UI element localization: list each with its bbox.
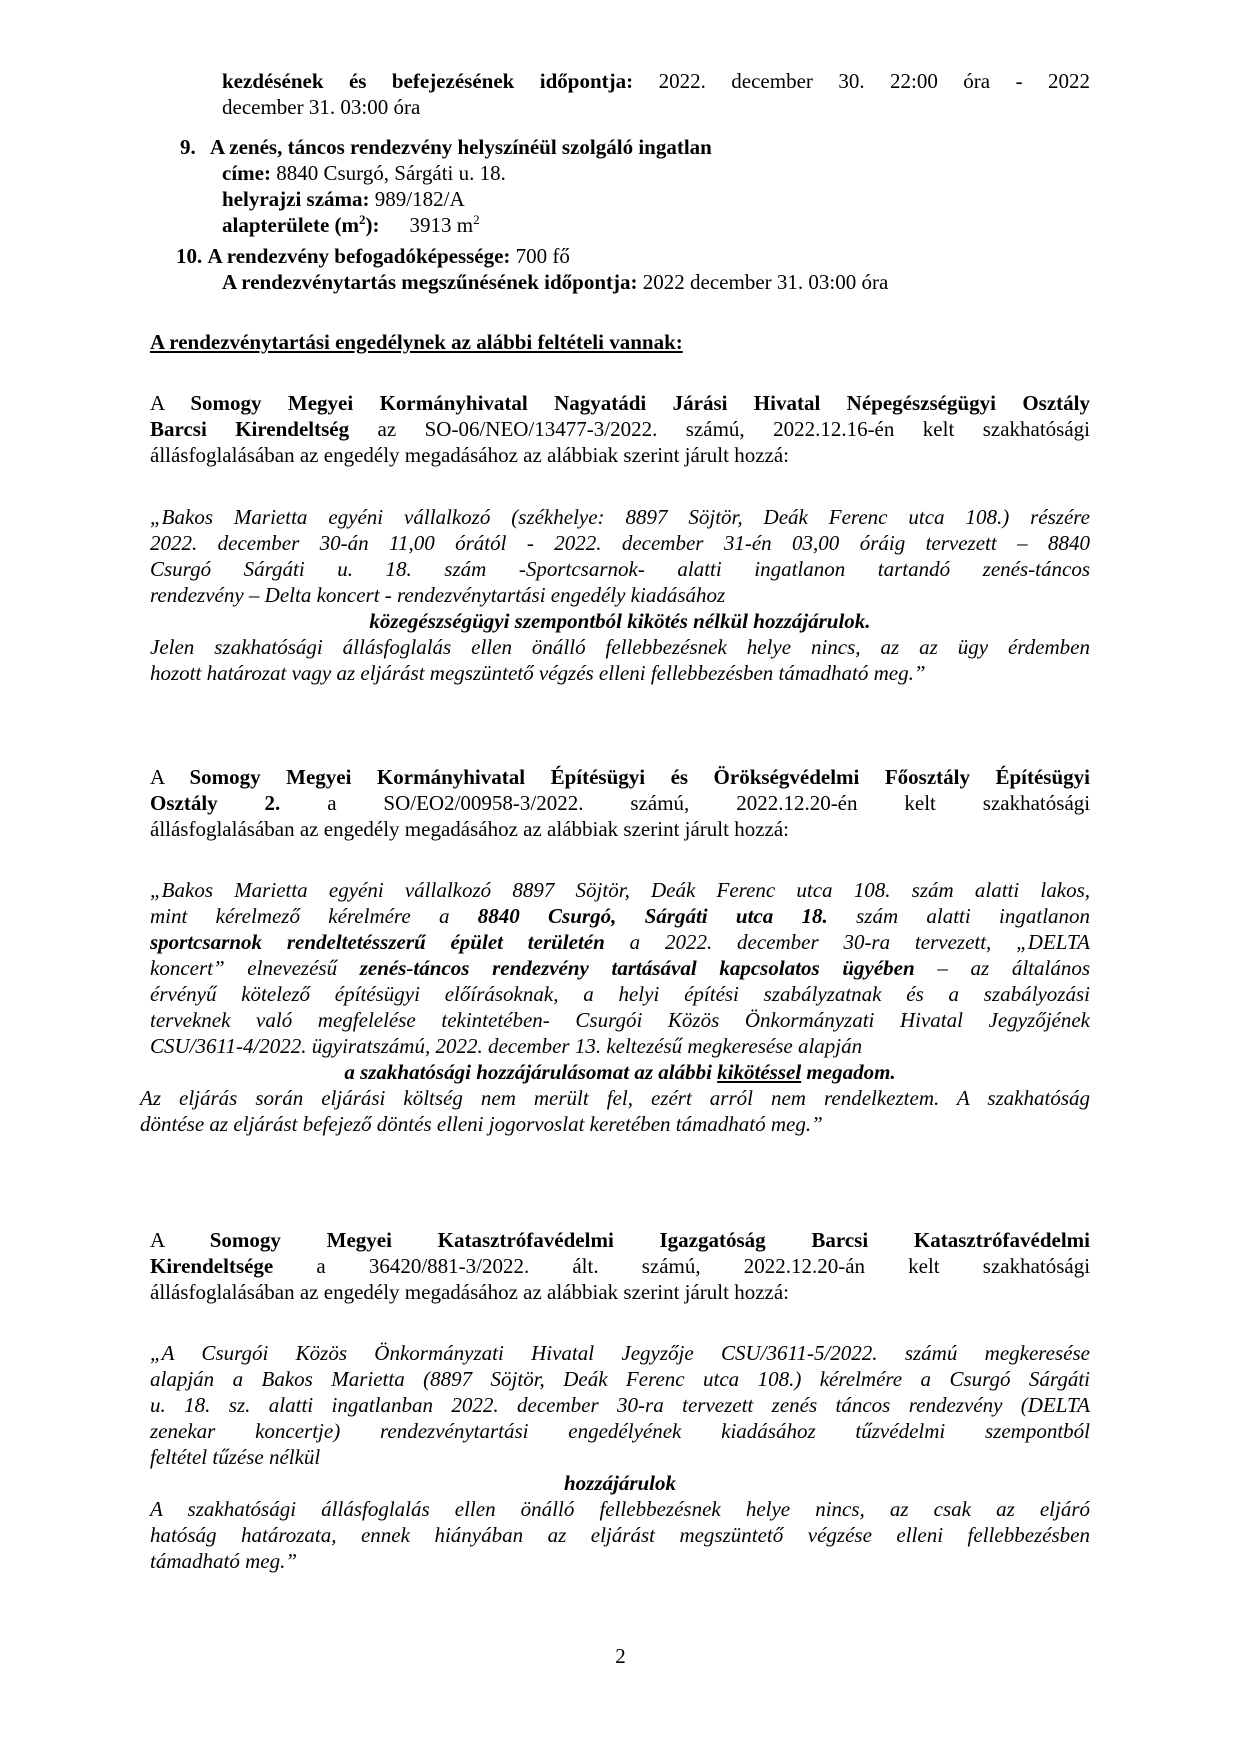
item-9-details [222, 160, 1082, 238]
item-10-heading [176, 243, 1076, 269]
section-3-intro: A Somogy Megyei Katasztrófavédelmi Igazgatóság Barcsi Katasztrófavédelmi Kirendeltsége a 36420/881-3/2022. ált. számú, 2022.12.20-án kelt szakhatósági állásfoglalásában az engedély megadásához az alábbiak szerint járult hozzá: [150, 1228, 1091, 1304]
conditions-heading: A rendezvénytartási engedélynek az alábbi feltételi vannak: [150, 330, 683, 354]
lot-row [222, 186, 1082, 212]
end-time-value: 2022 december 31. 03:00 óra [642, 270, 889, 294]
section-2-authority: Somogy Megyei Kormányhivatal Építésügyi és Örökségvédelmi Főosztály Építésügyi [189, 765, 1090, 789]
item-9-title: A zenés, táncos rendezvény helyszínéül szolgáló ingatlan [210, 135, 712, 159]
address-value: 8840 Csurgó, Sárgáti u. 18. [276, 161, 506, 185]
end-time-block [222, 269, 1082, 295]
item-9 [180, 134, 1080, 160]
item-10-title: A rendezvény befogadóképessége: [207, 244, 511, 268]
section-1-quote: „Bakos Marietta egyéni vállalkozó (székhelye: 8897 Söjtör, Deák Ferenc utca 108.) részére 2022. december 30-án 11,00 órától - 2022. december 31-én 03,00 óráig tervezett – 8840 Csurgó Sárgáti u. 18. szám -Sportcsarnok- alatti ingatlanon tartandó zenés-táncos rendezvény – Delta koncert - rendezvénytartási engedély kiadásához közegészségügyi szempontból kikötés nélkül hozzájárulok. Jelen szakhatósági állásfoglalás ellen önálló fellebbezésnek helye nincs, az az ügy érdemben hozott határozat vagy az eljárást megszüntető végzés elleni fellebbezésben támadható meg.” [150, 505, 1090, 685]
event-time-value: 2022. december 30. 22:00 óra - 2022 [658, 69, 1091, 93]
item-10 [176, 243, 1076, 269]
address-label: címe: [222, 161, 271, 185]
item-9-number: 9. [180, 135, 196, 159]
section-2-quote: „Bakos Marietta egyéni vállalkozó 8897 Söjtör, Deák Ferenc utca 108. szám alatti lakos, mint kérelmező kérelmére a 8840 Csurgó, Sárgáti utca 18. szám alatti ingatlanon sportcsarnok rendeltetésszerű épület területén a 2022. december 30-ra tervezett, „DELTA koncert” elnevezésű zenés-táncos rendezvény tartásával kapcsolatos ügyében – az általános érvényű kötelező építésügyi előírásoknak, a helyi építési szabályzatnak és a szabályozási terveknek való megfelelése tekintetében- Csurgói Közös Önkormányzati Hivatal Jegyzőjének CSU/3611-4/2022. ügyiratszámú, 2022. december 13. keltezésű megkeresése alapján a szakhatósági hozzájárulásomat az alábbi kikötéssel megadom. [150, 878, 1091, 1084]
area-row [222, 212, 1082, 238]
section-2-decision: a szakhatósági hozzájárulásomat az alábbi kikötéssel megadom. [344, 1060, 896, 1084]
event-time-line1 [222, 68, 1090, 94]
event-time-label: kezdésének és befejezésének időpontja: [222, 69, 634, 93]
page-number: 2 [615, 1644, 626, 1668]
item-9-heading [180, 134, 1080, 160]
section-3-authority: Somogy Megyei Katasztrófavédelmi Igazgatóság Barcsi Katasztrófavédelmi [209, 1228, 1090, 1252]
event-time-block [222, 68, 1090, 120]
area-label: alapterülete $(m^2)$: [222, 212, 380, 237]
section-1-decision: közegészségügyi szempontból kikötés nélkül hozzájárulok. [369, 609, 871, 633]
section-2-intro: A Somogy Megyei Kormányhivatal Építésügyi és Örökségvédelmi Főosztály Építésügyi Osztály 2. a SO/EO2/00958-3/2022. számú, 2022.12.20-én kelt szakhatósági állásfoglalásában az engedély megadásához az alábbiak szerint járult hozzá: [150, 765, 1091, 841]
section-3-quote: „A Csurgói Közös Önkormányzati Hivatal Jegyzője CSU/3611-5/2022. számú megkeresése alapján a Bakos Marietta (8897 Söjtör, Deák Ferenc utca 108.) kérelmére a Csurgó Sárgáti u. 18. sz. alatti ingatlanban 2022. december 30-ra tervezett zenés táncos rendezvény (DELTA zenekar koncertje) rendezvénytartási engedélyének kiadásához tűzvédelmi szempontból feltétel tűzése nélkül hozzájárulok A szakhatósági állásfoglalás ellen önálló fellebbezésnek helye nincs, az csak az eljáró hatóság határozata, ennek hiányában az eljárást megszüntető végzése elleni fellebbezésben támadható meg.” [150, 1341, 1090, 1573]
item-10-number: 10. [176, 244, 203, 268]
section-3-decision: hozzájárulok [563, 1471, 677, 1495]
section-1-authority: Somogy Megyei Kormányhivatal Nagyatádi Járási Hivatal Népegészségügyi Osztály [190, 391, 1090, 415]
capacity-value: 700 fő [515, 244, 570, 268]
section-1-intro: A Somogy Megyei Kormányhivatal Nagyatádi Járási Hivatal Népegészségügyi Osztály Barcsi Kirendeltség az SO-06/NEO/13477-3/2022. számú, 2022.12.16-én kelt szakhatósági állásfoglalásában az engedély megadásához az alábbiak szerint járult hozzá: [150, 391, 1090, 467]
lot-value: 989/182/A [374, 187, 465, 211]
address-row [222, 160, 1082, 186]
event-time-line2: december 31. 03:00 óra [222, 95, 421, 119]
end-time-label: A rendezvénytartás megszűnésének időpontja: [222, 270, 638, 294]
lot-label: helyrajzi száma: [222, 187, 370, 211]
area-value: 3913 $m^2$ [409, 212, 480, 237]
section-2-closing: Az eljárás során eljárási költség nem merült fel, ezért arról nem rendelkeztem. A szakhatóság döntése az eljárást befejező döntés elleni jogorvoslat keretében támadható meg.” [140, 1086, 1090, 1136]
